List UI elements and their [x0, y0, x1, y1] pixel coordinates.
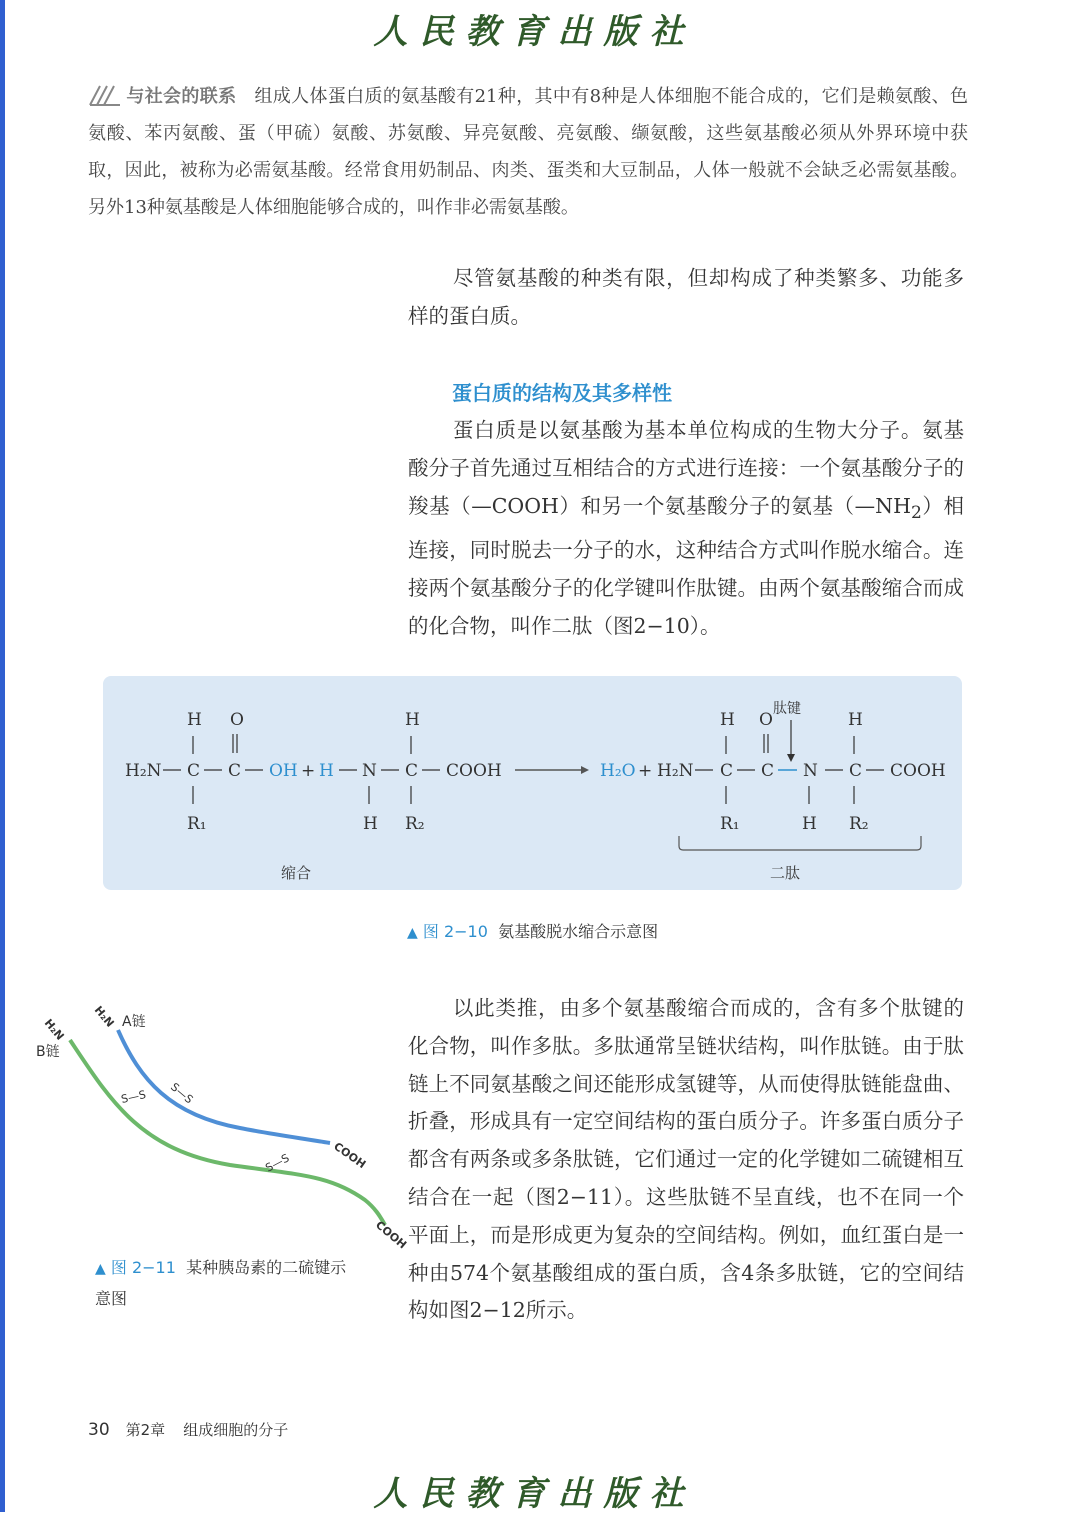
carboxyl-group: COOH — [446, 761, 502, 781]
down-arrow-icon — [787, 754, 795, 762]
atom-c: C — [849, 761, 863, 781]
b-chain-h2n: H₂N — [41, 1016, 67, 1043]
page-footer — [88, 1419, 288, 1440]
chapter-number: 第2章 — [125, 1421, 166, 1439]
atom-c: C — [720, 761, 734, 781]
section-heading: 蛋白质的结构及其多样性 — [452, 381, 672, 405]
a-chain-path — [118, 1030, 330, 1143]
publisher-footer: 人民教育出版社 — [373, 1474, 696, 1514]
insulin-disulfide-diagram — [30, 1000, 409, 1252]
a-chain-label: A链 — [122, 1014, 146, 1030]
social-tag-label: 与社会的联系 — [126, 86, 237, 107]
atom-h2n: H₂N — [657, 761, 694, 781]
plus-sign: + — [638, 761, 653, 781]
page-number: 30 — [88, 1420, 110, 1440]
carboxyl-group: COOH — [890, 761, 946, 781]
atom-c: C — [761, 761, 775, 781]
atom-n: N — [362, 761, 377, 781]
left-edge-bar — [0, 0, 5, 1512]
figure-2-11-caption: ▲ 图 2−11 某种胰岛素的二硫键示意图 — [95, 1258, 347, 1308]
atom-h: H — [802, 814, 817, 834]
slash-lines-icon — [88, 84, 122, 106]
publisher-header: 人民教育出版社 — [373, 12, 696, 52]
reaction-arrow-icon — [581, 766, 589, 774]
hydroxyl-group: OH — [269, 761, 298, 781]
atom-h: H — [187, 710, 202, 730]
paragraph-2: 蛋白质是以氨基酸为基本单位构成的生物大分子。氨基酸分子首先通过互相结合的方式进行连接：一个氨基酸分子的羧基（—COOH）和另一个氨基酸分子的氨基$(—NH_2)$相连接，同时脱去一分子的水，这种结合方式叫作脱水缩合。连接两个氨基酸分子的化学键叫作肽键。由两个氨基酸缩合而成的化合物，叫作二肽（图2−10）。 — [408, 418, 964, 639]
atom-o: O — [230, 710, 244, 730]
atom-h: H — [848, 710, 863, 730]
r2-group: R₂ — [405, 814, 425, 834]
water-molecule: H₂O — [600, 761, 636, 781]
a-chain-cooh: COOH — [331, 1139, 369, 1172]
atom-h: H — [363, 814, 378, 834]
triangle-marker-icon: ▲ — [95, 1261, 106, 1277]
peptide-bond-label: 肽键 — [773, 701, 801, 717]
triangle-marker-icon: ▲ — [407, 925, 418, 941]
disulfide-bond: S—S — [168, 1080, 196, 1107]
b-chain-cooh: COOH — [373, 1218, 409, 1252]
atom-c: C — [187, 761, 201, 781]
dehydration-condensation-diagram — [103, 676, 962, 890]
atom-c: C — [228, 761, 242, 781]
condense-label: 缩合 — [281, 864, 312, 882]
atom-c: C — [405, 761, 419, 781]
disulfide-bond: S—S — [263, 1151, 292, 1175]
plus-sign: + — [301, 761, 316, 781]
figure-2-10-box — [103, 676, 962, 890]
atom-o: O — [759, 710, 773, 730]
social-text: 组成人体蛋白质的氨基酸有21种，其中有8种是人体细胞不能合成的，它们是赖氨酸、色氨酸、苯丙氨酸、蛋（甲硫）氨酸、苏氨酸、异亮氨酸、亮氨酸、缬氨酸，这些氨基酸必须从外界环境中获取，因此，被称为必需氨基酸。经常食用奶制品、肉类、蛋类和大豆制品，人体一般就不会缺乏必需氨基酸。另外13种氨基酸是人体细胞能够合成的，叫作非必需氨基酸。 — [88, 86, 968, 218]
atom-h-removed: H — [319, 761, 334, 781]
paragraph-3: 以此类推，由多个氨基酸缩合而成的，含有多个肽键的化合物，叫作多肽。多肽通常呈链状结构，叫作肽链。由于肽链上不同氨基酸之间还能形成氢键等，从而使得肽链能盘曲、折叠，形成具有一定空间结构的蛋白质分子。许多蛋白质分子都含有两条或多条肽链，它们通过一定的化学键如二硫键相互结合在一起（图2−11）。这些肽链不呈直线，也不在同一个平面上，而是形成更为复杂的空间结构。例如，血红蛋白是一种由574个氨基酸组成的蛋白质，含4条多肽链，它的空间结构如图2−12所示。 — [408, 996, 964, 1323]
chapter-title: 组成细胞的分子 — [183, 1421, 289, 1439]
dipeptide-brace — [679, 836, 921, 850]
atom-h: H — [720, 710, 735, 730]
social-connection-box — [88, 78, 968, 226]
atom-h2n: H₂N — [125, 761, 162, 781]
b-chain-path — [70, 1040, 385, 1225]
b-chain-label: B链 — [36, 1044, 60, 1060]
dipeptide-label: 二肽 — [770, 864, 801, 882]
atom-h: H — [405, 710, 420, 730]
atom-n: N — [803, 761, 818, 781]
paragraph-1: 尽管氨基酸的种类有限，但却构成了种类繁多、功能多样的蛋白质。 — [408, 266, 964, 328]
a-chain-h2n: H₂N — [91, 1003, 117, 1030]
r2-group: R₂ — [849, 814, 869, 834]
figure-2-10-caption: ▲ 图 2−10 氨基酸脱水缩合示意图 — [407, 922, 659, 941]
r1-group: R₁ — [187, 814, 207, 834]
disulfide-bond: S—S — [119, 1088, 148, 1106]
r1-group: R₁ — [720, 814, 740, 834]
